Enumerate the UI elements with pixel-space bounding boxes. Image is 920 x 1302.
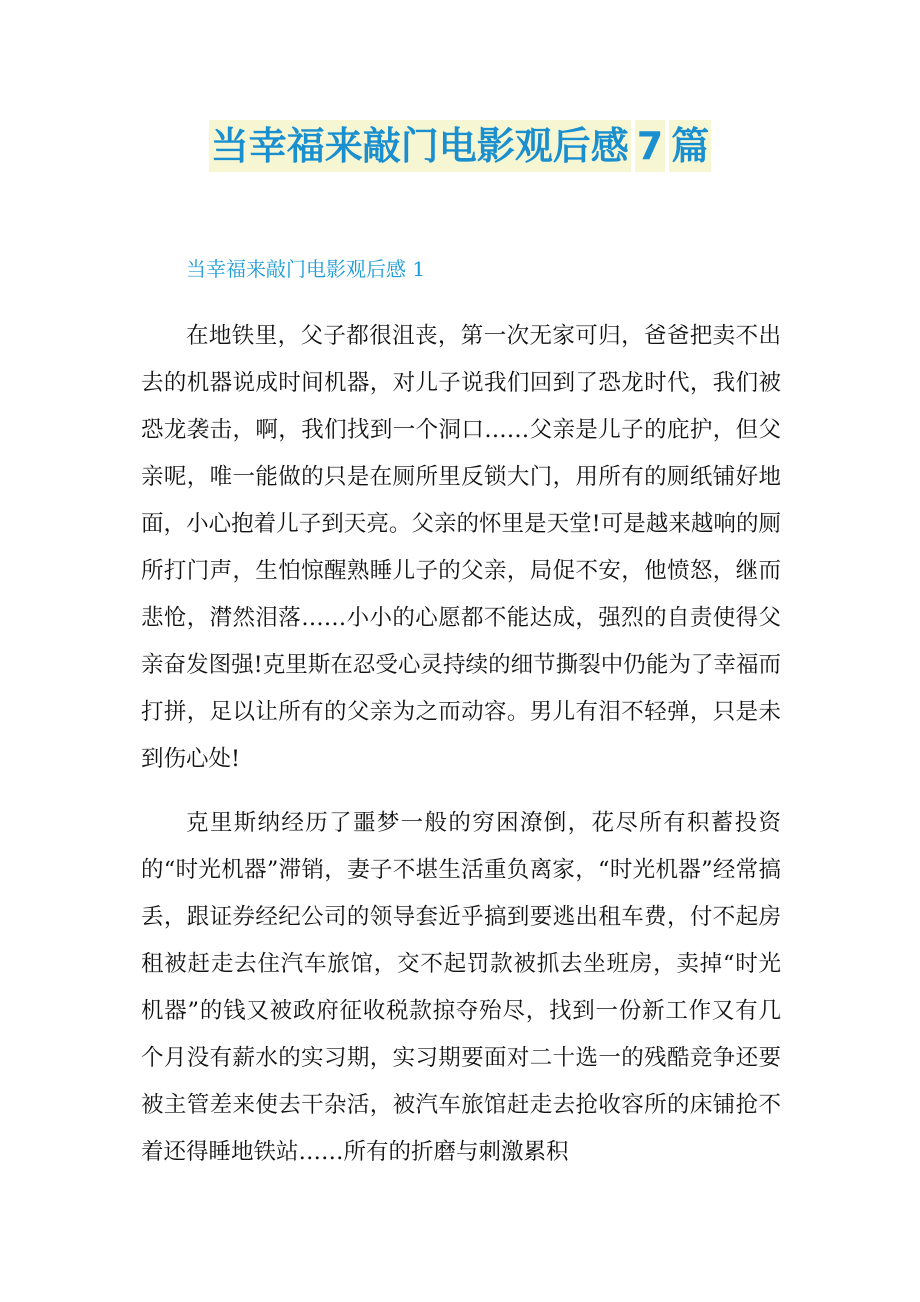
title-segment-suffix: 篇 [669, 120, 711, 172]
title-segment-number: 7 [635, 120, 665, 172]
title-segment-main: 当幸福来敲门电影观后感 [209, 120, 631, 172]
section-heading-1: 当幸福来敲门电影观后感 1 [186, 257, 426, 281]
body-paragraph-1: 在地铁里，父子都很沮丧，第一次无家可归，爸爸把卖不出去的机器说成时间机器，对儿子说我们回到了恐龙时代，我们被恐龙袭击，啊，我们找到一个洞口……父亲是儿子的庇护，但父亲呢，唯一能做的只是在厕所里反锁大门，用所有的厕纸铺好地面，小心抱着儿子到天亮。父亲的怀里是天堂!可是越来越响的厕所打门声，生怕惊醒熟睡儿子的父亲，局促不安，他愤怒，继而悲怆，潸然泪落……小小的心愿都不能达成，强烈的自责使得父亲奋发图强!克里斯在忍受心灵持续的细节撕裂中仍能为了幸福而打拼，足以让所有的父亲为之而动容。男儿有泪不轻弹，只是未到伤心处! [141, 323, 781, 772]
body-paragraph-2: 克里斯纳经历了噩梦一般的穷困潦倒，花尽所有积蓄投资的“时光机器”滞销，妻子不堪生活重负离家，“时光机器”经常搞丢，跟证券经纪公司的领导套近乎搞到要逃出租车费，付不起房租被赶走去住汽车旅馆，交不起罚款被抓去坐班房，卖掉“时光机器”的钱又被政府征收税款掠夺殆尽，找到一份新工作又有几个月没有薪水的实习期，实习期要面对二十选一的残酷竞争还要被主管差来使去干杂活，被汽车旅馆赶走去抢收容所的床铺抢不着还得睡地铁站……所有的折磨与刺激累积 [141, 810, 781, 1165]
document-title [0, 120, 920, 172]
